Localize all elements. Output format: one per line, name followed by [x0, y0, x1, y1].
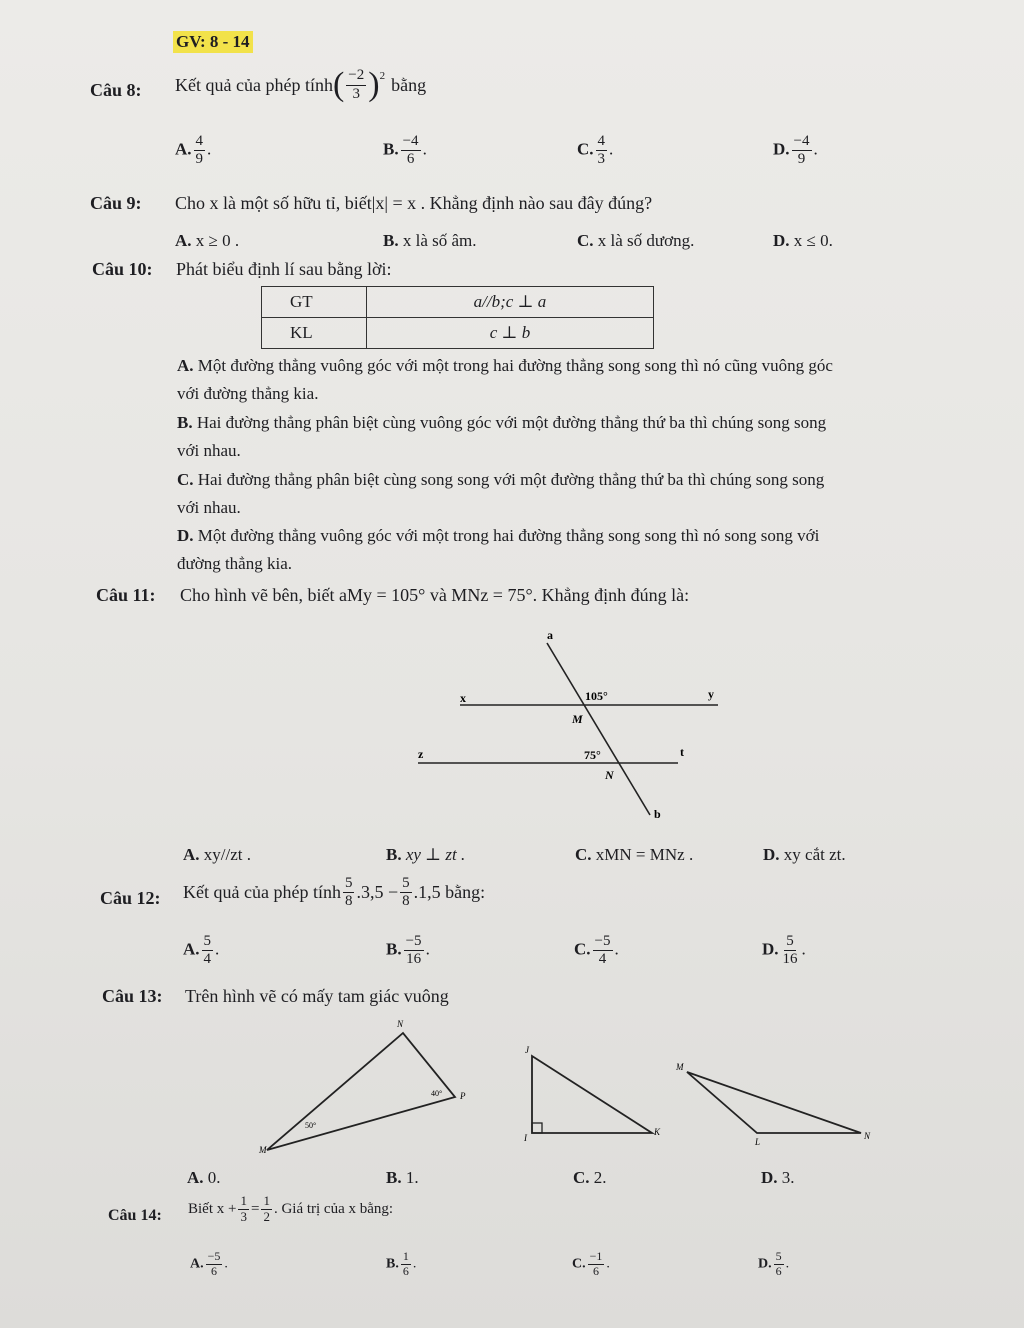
angle-50: 50°: [305, 1121, 317, 1130]
table-row: [262, 318, 654, 349]
q9-label: Câu 9:: [90, 193, 142, 213]
q12-option-a[interactable]: A. $\frac{5}{4}$ .: [183, 933, 220, 968]
label-t: t: [680, 745, 684, 759]
label-K: K: [654, 1127, 661, 1137]
q13-option-d[interactable]: D. 3.: [761, 1168, 795, 1187]
q14-option-d[interactable]: D. $\frac{5}{6}$ .: [758, 1249, 790, 1278]
label-N2: N: [864, 1131, 871, 1141]
line-ab: [547, 643, 650, 815]
q9-option-c[interactable]: C. x là số dương.: [577, 231, 695, 250]
label-y: y: [708, 687, 714, 701]
q11-label: Câu 11:: [96, 585, 156, 605]
q10-label: Câu 10:: [92, 259, 153, 279]
q10-option-d[interactable]: D. Một đường thẳng vuông góc với một trong hai đường thẳng song song thì nó song song với đường thẳng kia.: [177, 526, 820, 573]
q11-text: Cho hình vẽ bên, biết aMy = 105° và MNz = 75°. Khẳng định đúng là:: [180, 585, 690, 605]
q12-label: Câu 12:: [100, 888, 161, 908]
q14-option-c[interactable]: C. $\frac{-1}{6}$ .: [572, 1249, 610, 1278]
q8-option-a[interactable]: A. $\frac{4}{9}$ .: [175, 133, 212, 168]
table-cell: KL: [262, 318, 367, 349]
gt-kl-table: [261, 286, 654, 349]
label-b: b: [654, 807, 661, 821]
table-cell: a//b;c ⊥ a: [367, 287, 654, 318]
triangle-mnp: [267, 1033, 455, 1150]
q11-option-b[interactable]: B. xy ⊥ zt .: [386, 845, 466, 864]
teacher-code-highlight: GV: 8 - 14: [173, 31, 253, 53]
label-x: x: [460, 691, 466, 705]
q12-text: Kết quả của phép tính $\frac{5}{8}$ .3,5 − $\frac{5}{8}$ .1,5 bằng:: [183, 875, 486, 910]
triangle-mln: [687, 1072, 861, 1133]
angle-75: 75°: [584, 748, 601, 762]
q14-option-a[interactable]: A. $\frac{-5}{6}$ .: [190, 1249, 228, 1278]
q8-inner-fraction: $\frac{-2}{3}$: [348, 67, 365, 102]
q14-label: Câu 14:: [108, 1207, 162, 1224]
q13-option-c[interactable]: C. 2.: [573, 1168, 607, 1187]
label-M: M: [572, 712, 583, 726]
right-angle-mark: [532, 1123, 542, 1133]
label-z: z: [418, 747, 424, 761]
q13-option-a[interactable]: A. 0.: [187, 1168, 221, 1187]
label-N: N: [397, 1019, 404, 1029]
triangles-figure: [255, 1015, 885, 1160]
angle-40: 40°: [431, 1089, 443, 1098]
q8-text-before: Kết quả của phép tính: [175, 74, 333, 95]
label-P: P: [460, 1091, 466, 1101]
q8-option-d[interactable]: D. $\frac{-4}{9}$ .: [773, 133, 818, 168]
q13-text: Trên hình vẽ có mấy tam giác vuông: [185, 986, 449, 1006]
q9-option-b[interactable]: B. x là số âm.: [383, 231, 477, 250]
q8-text-after: bằng: [391, 74, 427, 95]
q9-text: Cho x là một số hữu tỉ, biết|x| = x . Khẳng định nào sau đây đúng?: [175, 193, 653, 213]
q14-option-b[interactable]: B. $\frac{1}{6}$ .: [386, 1249, 417, 1278]
q11-option-c[interactable]: C. xMN = MNz .: [575, 845, 694, 864]
q11-option-d[interactable]: D. xy cắt zt.: [763, 845, 846, 864]
q12-option-b[interactable]: B. $\frac{-5}{16}$ .: [386, 933, 430, 968]
label-J: J: [525, 1045, 529, 1055]
label-M: M: [259, 1145, 267, 1155]
q9-option-a[interactable]: A. x ≥ 0 .: [175, 231, 240, 250]
label-N: N: [605, 768, 614, 782]
q10-option-c[interactable]: C. Hai đường thẳng phân biệt cùng song song với một đường thẳng thứ ba thì chúng song song với nhau.: [177, 470, 825, 517]
table-cell: GT: [262, 287, 367, 318]
q9-option-d[interactable]: D. x ≤ 0.: [773, 231, 833, 250]
q12-option-d[interactable]: D. $\frac{5}{16}$ .: [762, 933, 806, 968]
label-I: I: [524, 1133, 527, 1143]
q8-text: Kết quả của phép tính ( $\frac{-2}{3}$ ) $^2$ bằng: [175, 66, 427, 103]
q13-option-b[interactable]: B. 1.: [386, 1168, 419, 1187]
parallel-lines-figure: [400, 625, 730, 825]
q11-option-a[interactable]: A. xy//zt .: [183, 845, 251, 864]
q8-option-c[interactable]: C. $\frac{4}{3}$ .: [577, 133, 614, 168]
triangle-ijk: [532, 1056, 652, 1133]
q8-option-b[interactable]: B. $\frac{-4}{6}$ .: [383, 133, 427, 168]
label-L: L: [755, 1137, 761, 1147]
label-M2: M: [676, 1062, 684, 1072]
q8-label: Câu 8:: [90, 80, 142, 100]
q10-text: Phát biểu định lí sau bằng lời:: [176, 259, 392, 279]
q10-option-a[interactable]: A. Một đường thẳng vuông góc với một trong hai đường thẳng song song thì nó cũng vuông góc với đường thẳng kia.: [177, 356, 833, 403]
q12-option-c[interactable]: C. $\frac{-5}{4}$ .: [574, 933, 619, 968]
table-row: [262, 287, 654, 318]
q8-exponent: 2: [379, 70, 386, 82]
q13-label: Câu 13:: [102, 986, 163, 1006]
label-a: a: [547, 628, 553, 642]
angle-105: 105°: [585, 689, 608, 703]
q14-text: Biết x + $\frac{1}{3}$ = $\frac{1}{2}$ . Giá trị của x bằng:: [188, 1193, 394, 1224]
q10-option-b[interactable]: B. Hai đường thẳng phân biệt cùng vuông góc với một đường thẳng thứ ba thì chúng song song với nhau.: [177, 413, 827, 460]
table-cell: c ⊥ b: [367, 318, 654, 349]
